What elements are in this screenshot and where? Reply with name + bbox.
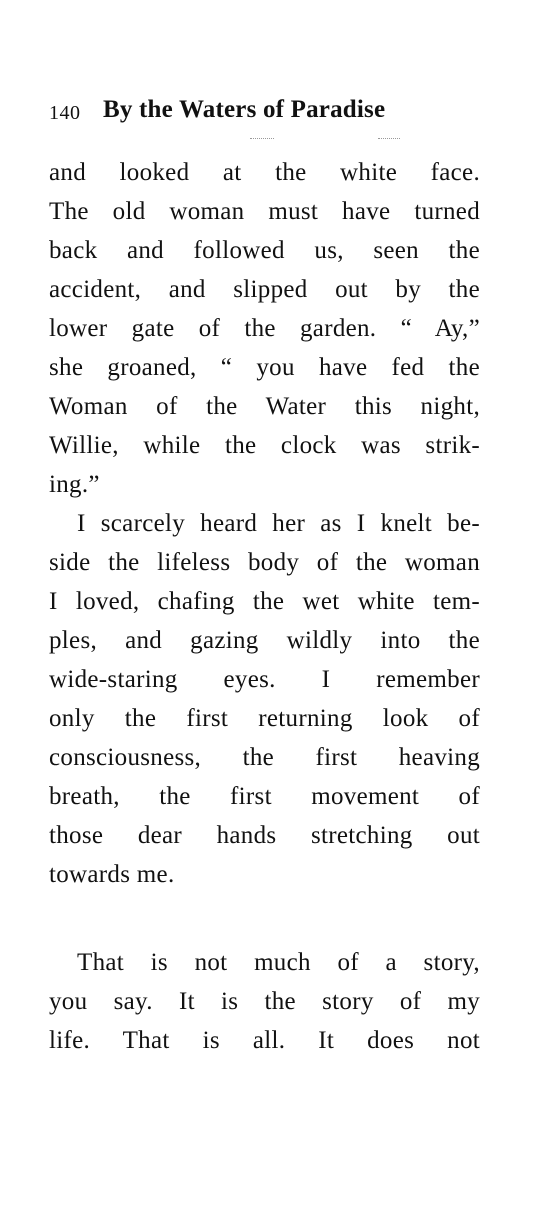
header-rule-left	[250, 138, 274, 139]
page-number: 140	[49, 102, 81, 124]
text-line: side the lifeless body of the woman	[49, 549, 480, 576]
page-header	[49, 96, 489, 136]
text-line: consciousness, the first heaving	[49, 744, 480, 771]
text-line: you say. It is the story of my	[49, 988, 480, 1015]
text-line: I loved, chafing the wet white tem-	[49, 588, 480, 615]
text-line: accident, and slipped out by the	[49, 276, 480, 303]
running-title: By the Waters of Paradise	[103, 96, 386, 123]
text-line: Woman of the Water this night,	[49, 393, 480, 420]
text-line: back and followed us, seen the	[49, 237, 480, 264]
text-line: I scarcely heard her as I knelt be-	[77, 510, 480, 537]
text-line: towards me.	[49, 861, 175, 888]
text-line: she groaned, “ you have fed the	[49, 354, 480, 381]
text-line: That is not much of a story,	[77, 949, 480, 976]
text-line: The old woman must have turned	[49, 198, 480, 225]
text-line: breath, the first movement of	[49, 783, 480, 810]
section-break	[49, 894, 480, 943]
text-line: life. That is all. It does not	[49, 1027, 480, 1054]
text-line: only the first returning look of	[49, 705, 480, 732]
text-line: those dear hands stretching out	[49, 822, 480, 849]
header-rule-right	[378, 138, 400, 139]
text-line: ing.”	[49, 471, 100, 498]
text-line: lower gate of the garden. “ Ay,”	[49, 315, 480, 342]
text-line: and looked at the white face.	[49, 159, 480, 186]
text-line: Willie, while the clock was strik-	[49, 432, 480, 459]
text-line: ples, and gazing wildly into the	[49, 627, 480, 654]
text-line: wide-staring eyes. I remember	[49, 666, 480, 693]
body-text	[49, 153, 480, 1060]
